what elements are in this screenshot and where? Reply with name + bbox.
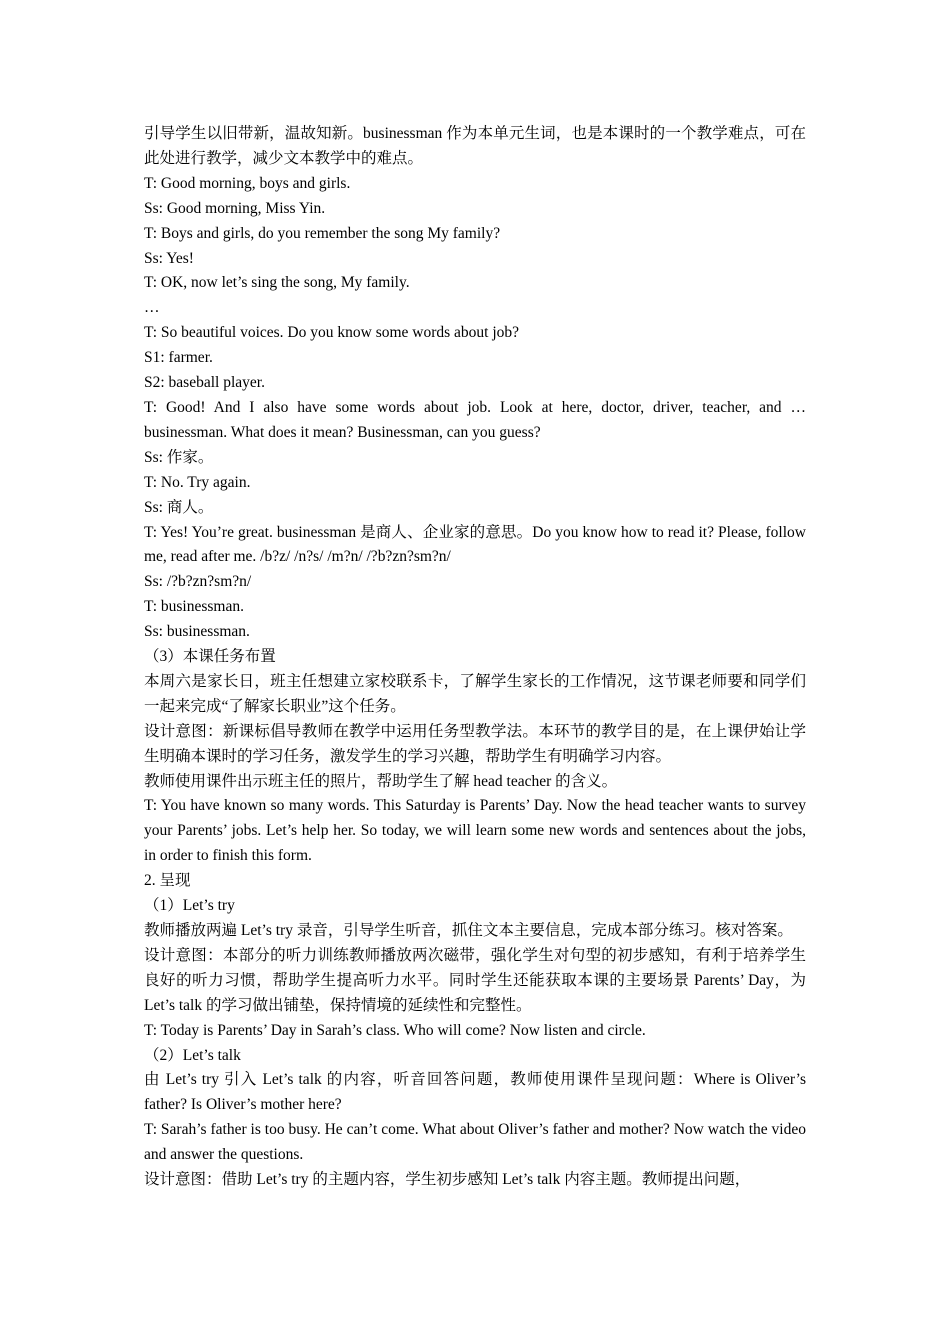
dialogue-line: T: Today is Parents’ Day in Sarah’s class. Who will come? Now listen and circle. — [144, 1021, 646, 1039]
paragraph: 引导学生以旧带新，温故知新。businessman 作为本单元生词，也是本课时的一个教学难点，可在此处进行教学，减少文本教学中的难点。 — [144, 125, 806, 167]
paragraph: 教师使用课件出示班主任的照片，帮助学生了解 head teacher 的含义。 — [144, 772, 618, 790]
dialogue-line: T: Yes! You’re great. businessman 是商人、企业家的意思。Do you know how to read it? Please, follow me, read after me. /b?z/ /n?s/ /m?n/ /?b?zn?sm?n/ — [144, 523, 806, 566]
paragraph: 教师播放两遍 Let’s try 录音，引导学生听音，抓住文本主要信息，完成本部分练习。核对答案。 — [144, 922, 793, 939]
dialogue-line: Ss: Good morning, Miss Yin. — [144, 199, 326, 217]
dialogue-line: T: OK, now let’s sing the song, My family. — [144, 274, 410, 292]
section-heading: （1）Let’s try — [144, 897, 235, 915]
dialogue-line: T: Boys and girls, do you remember the song My family? — [144, 224, 501, 242]
paragraph: 本周六是家长日，班主任想建立家校联系卡，了解学生家长的工作情况，这节课老师要和同学们一起来完成“了解家长职业”这个任务。 — [144, 672, 806, 715]
section-heading: （3）本课任务布置 — [144, 648, 276, 666]
dialogue-line: T: Sarah’s father is too busy. He can’t come. What about Oliver’s father and mother? Now watch the video and answer the questions. — [144, 1121, 806, 1164]
dialogue-line: T: Good! And I also have some words about job. Look at here, doctor, driver, teacher, and … businessman. What does it mean? Businessman, can you guess? — [144, 398, 806, 441]
dialogue-line: S1: farmer. — [144, 349, 213, 367]
dialogue-line: S2: baseball player. — [144, 374, 265, 392]
dialogue-line: T: Good morning, boys and girls. — [144, 174, 351, 192]
dialogue-line: T: You have known so many words. This Saturday is Parents’ Day. Now the head teacher wants to survey your Parents’ jobs. Let’s help her. So today, we will learn some new words and sentences about the jobs, in order to finish this form. — [144, 797, 806, 865]
design-intent-paragraph: 设计意图：新课标倡导教师在教学中运用任务型教学法。本环节的教学目的是，在上课伊始让学生明确本课时的学习任务，激发学生的学习兴趣，帮助学生有明确学习内容。 — [144, 722, 806, 765]
dialogue-line: Ss: Yes! — [144, 249, 194, 267]
paragraph: 由 Let’s try 引入 Let’s talk 的内容，听音回答问题，教师使用课件呈现问题：Where is Oliver’s father? Is Oliver’s mother here? — [144, 1071, 806, 1114]
dialogue-line: Ss: 商人。 — [144, 498, 214, 516]
dialogue-line: Ss: businessman. — [144, 623, 250, 641]
design-intent-paragraph: 设计意图：借助 Let’s try 的主题内容，学生初步感知 Let’s talk 内容主题。教师提出问题， — [144, 1171, 751, 1189]
document-page — [144, 122, 806, 1193]
dialogue-line: Ss: 作家。 — [144, 448, 214, 466]
dialogue-line: T: businessman. — [144, 598, 244, 616]
dialogue-line: T: No. Try again. — [144, 473, 251, 491]
section-heading: （2）Let’s talk — [144, 1046, 241, 1064]
design-intent-paragraph: 设计意图：本部分的听力训练教师播放两次磁带，强化学生对句型的初步感知，有利于培养学生良好的听力习惯，帮助学生提高听力水平。同时学生还能获取本课的主要场景 Parents’ Day，为 Let’s talk 的学习做出铺垫，保持情境的延续性和完整性。 — [144, 946, 806, 1014]
ellipsis-line: … — [144, 299, 160, 317]
dialogue-line: Ss: /?b?zn?sm?n/ — [144, 573, 252, 591]
section-heading: 2. 呈现 — [144, 872, 191, 890]
dialogue-line: T: So beautiful voices. Do you know some words about job? — [144, 324, 520, 342]
